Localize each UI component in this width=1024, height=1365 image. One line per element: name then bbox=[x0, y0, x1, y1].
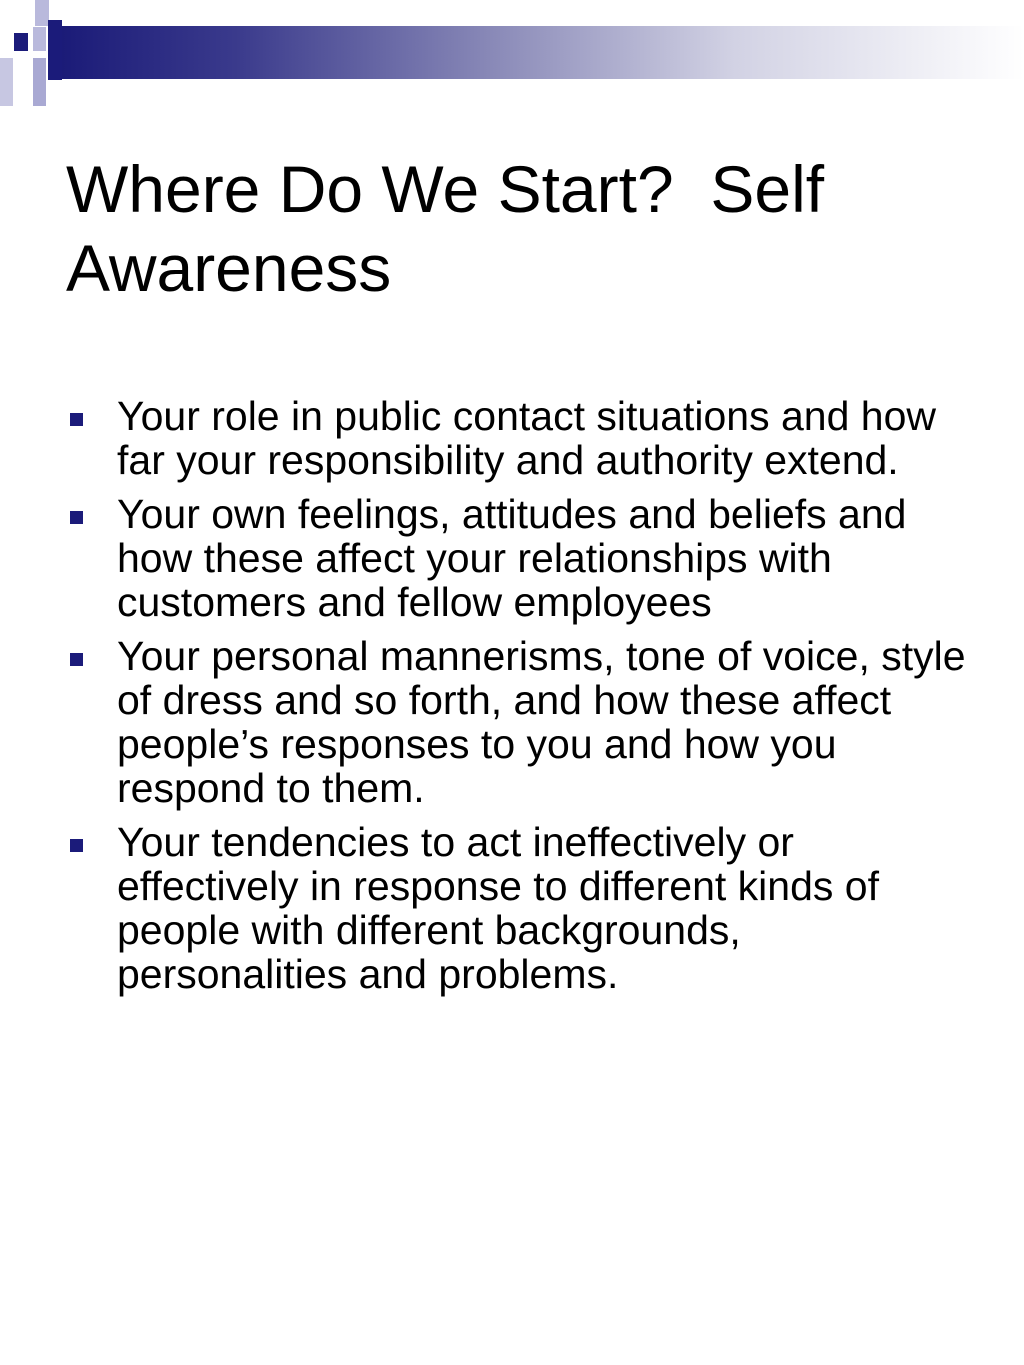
decor-square bbox=[14, 58, 28, 86]
bullet-item bbox=[66, 492, 976, 624]
bullet-text: Your personal mannerisms, tone of voice, style of dress and so forth, and how these affect people’s responses to you and how you respond to them. bbox=[117, 633, 966, 811]
square-bullet-icon bbox=[70, 413, 83, 426]
decor-square bbox=[35, 0, 49, 26]
bullet-text: Your own feelings, attitudes and beliefs and how these affect your relationships with customers and fellow employees bbox=[117, 491, 907, 625]
bullet-text: Your role in public contact situations and how far your responsibility and authority extend. bbox=[117, 393, 936, 483]
header-gradient-band bbox=[62, 26, 1024, 79]
decor-square bbox=[48, 20, 62, 80]
decor-square bbox=[14, 33, 28, 51]
decor-square bbox=[48, 0, 62, 20]
bullet-text: Your tendencies to act ineffectively or effectively in response to different kinds of people with different backgrounds, personalities and problems. bbox=[117, 819, 879, 997]
square-bullet-icon bbox=[70, 839, 83, 852]
decor-square bbox=[0, 58, 13, 106]
bullet-item bbox=[66, 820, 976, 996]
bullet-list bbox=[66, 394, 976, 1006]
square-bullet-icon bbox=[70, 653, 83, 666]
bullet-item bbox=[66, 394, 976, 482]
decor-square bbox=[33, 27, 46, 51]
bullet-item bbox=[66, 634, 976, 810]
decor-square bbox=[33, 58, 46, 106]
slide-title: Where Do We Start? Self Awareness bbox=[66, 152, 825, 305]
square-bullet-icon bbox=[70, 511, 83, 524]
